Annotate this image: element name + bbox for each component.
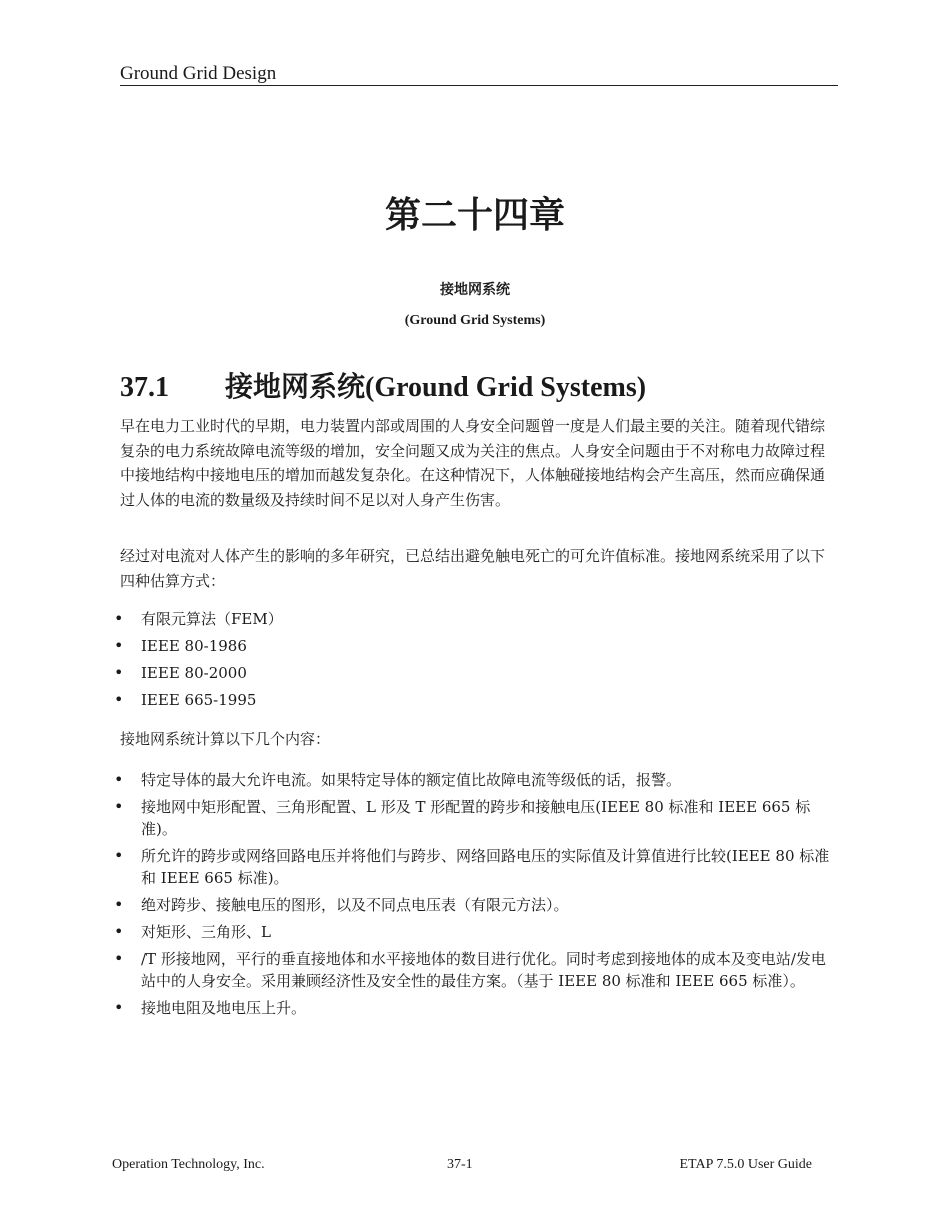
chapter-subtitle-en: (Ground Grid Systems) [404, 313, 546, 328]
list-item: • 特定导体的最大允许电流。如果特定导体的额定值比故障电流等级低的话，报警。 [120, 769, 830, 791]
list-item: • 有限元算法（FEM） [120, 607, 830, 632]
running-header: Ground Grid Design [120, 62, 838, 86]
list-item: • 绝对跨步、接触电压的图形，以及不同点电压表（有限元方法）。 [120, 894, 830, 916]
chapter-title: 第二十四章 [384, 195, 565, 236]
list-item: • IEEE 80-1986 [120, 634, 830, 659]
methods-intro-paragraph: 经过对电流对人体产生的影响的多年研究，已总结出避免触电死亡的可允许值标准。接地网系统采用了以下四种估算方式： [120, 547, 826, 590]
calculations-list [120, 769, 830, 1019]
calculations-intro-paragraph: 接地网系统计算以下几个内容： [120, 729, 331, 748]
methods-list [120, 607, 830, 713]
list-item: • 对矩形、三角形、L [120, 921, 830, 943]
list-item: • 接地电阻及地电压上升。 [120, 997, 830, 1019]
footer-guide-title: ETAP 7.5.0 User Guide [679, 1157, 812, 1172]
list-item: • 所允许的跨步或网络回路电压并将他们与跨步、网络回路电压的实际值及计算值进行比较(IEEE 80 标准和 IEEE 665 标准)。 [120, 845, 830, 889]
list-item: • IEEE 80-2000 [120, 661, 830, 686]
chapter-subtitle-cn: 接地网系统 [440, 282, 510, 298]
list-item: • 接地网中矩形配置、三角形配置、L 形及 T 形配置的跨步和接触电压(IEEE 80 标准和 IEEE 665 标准)。 [120, 796, 830, 840]
footer-company: Operation Technology, Inc. [112, 1157, 265, 1172]
list-item: • /T 形接地网，平行的垂直接地体和水平接地体的数目进行优化。同时考虑到接地体的成本及变电站/发电站中的人身安全。采用兼顾经济性及安全性的最佳方案。（基于 IEEE 80 标准和 IEEE 665 标准）。 [120, 948, 830, 992]
section-title: 接地网系统(Ground Grid Systems) [225, 372, 647, 403]
page-footer [112, 1155, 812, 1175]
section-number: 37.1 [120, 372, 169, 403]
section-heading [120, 370, 840, 406]
footer-page-number: 37-1 [447, 1157, 473, 1172]
body-content [120, 414, 830, 1024]
list-item: • IEEE 665-1995 [120, 688, 830, 713]
intro-paragraph: 早在电力工业时代的早期，电力装置内部或周围的人身安全问题曾一度是人们最主要的关注。随着现代错综复杂的电力系统故障电流等级的增加，安全问题又成为关注的焦点。人身安全问题由于不对称电力故障过程中接地结构中接地电压的增加而越发复杂化。在这种情况下，人体触碰接地结构会产生高压，然而应确保通过人体的电流的数量级及持续时间不足以对人身产生伤害。 [120, 417, 826, 509]
